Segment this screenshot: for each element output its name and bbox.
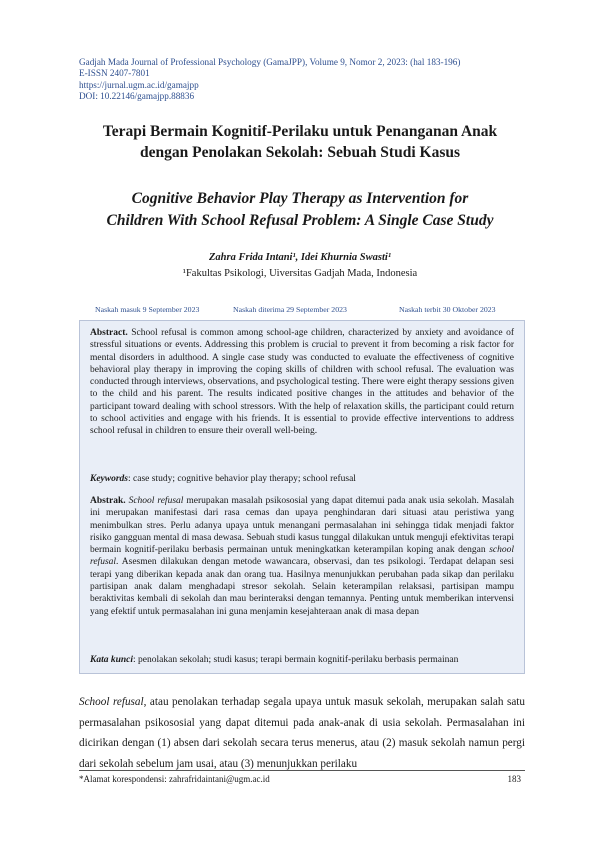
abstract-indonesian-text-1: merupakan masalah psikososial yang dapat ditemui pada anak usia sekolah. Masalah ini merupakan manifestasi dari rasa cemas dan upaya penghindaran dari situasi atau peristiwa yang menimbulkan stres. Perlu adanya upaya untuk menangani permasalahan ini sehingga tidak menjadi faktor risiko gangguan mental di masa dewasa. Sebuah studi kasus tunggal dilakukan untuk menguji efektivitas terapi bermain kognitif-perilaku berbasis permainan untuk meningkatkan keterampilan koping anak dengan — [90, 496, 514, 556]
journal-doi[interactable]: DOI: 10.22146/gamajpp.88836 — [79, 91, 195, 102]
date-published: Naskah terbit 30 Oktober 2023 — [399, 305, 496, 314]
abstract-english — [90, 327, 514, 438]
date-received: Naskah masuk 9 September 2023 — [95, 305, 200, 314]
title-indonesian-line2: dengan Penolakan Sekolah: Sebuah Studi Kasus — [139, 144, 461, 161]
keywords — [90, 473, 514, 485]
keywords-label: Keywords — [90, 474, 128, 484]
kata-kunci-label: Kata kunci — [90, 655, 134, 665]
authors: Zahra Frida Intani¹, Idei Khurnia Swasti¹ — [209, 252, 391, 263]
abstract-indonesian-term: School refusal — [128, 496, 184, 506]
body-text: , atau penolakan terhadap segala upaya untuk masuk sekolah, merupakan salah satu permasalahan psikososial yang dapat ditemui pada anak-anak di usia sekolah. Permasalahan ini dicirikan dengan (1) absen dari sekolah secara terus menerus, atau (2) masuk sekolah namun pergi dari sekolah sebelum jam usai, atau (3) menunjukkan perilaku — [79, 696, 525, 770]
title-indonesian — [40, 121, 560, 163]
title-english-line1: Cognitive Behavior Play Therapy as Intervention for — [131, 190, 469, 207]
title-indonesian-line1: Terapi Bermain Kognitif-Perilaku untuk Penanganan Anak — [102, 123, 498, 140]
abstract-english-text: School refusal is common among school-age children, characterized by anxiety and avoidance of stressful situations or events. Addressing this problem is crucial to prevent it from becoming a risk factor for mental disorders in adulthood. A single case study was conducted to evaluate the effectiveness of cognitive behavioral play therapy in improving the coping skills of children with school refusal. The evaluation was conducted through interviews, observations, and psychological testing. There were eight therapy sessions given to the child and his parent. The results indicated positive changes in the attitudes and behavior of the participant toward dealing with school stressors. With the help of relaxation skills, the participant could return to school activities and engage with his friends. It is essential to provide effective interventions to address school refusal in children to ensure their overall well-being. — [90, 328, 514, 437]
abstract-indonesian-text-2: . Asesmen dilakukan dengan metode wawancara, observasi, dan tes psikologi. Terdapat delapan sesi terapi yang diberikan kepada anak dan orang tua. Hasilnya menunjukkan perubahan pada sikap dan perilaku partisipan anak dalam menghadapi stresor sekolah. Selain keterampilan relaksasi, partisipan mampu beraktivitas kembali di sekolah dan mau berinteraksi dengan temannya. Penting untuk memberikan intervensi yang efektif untuk permasalahan ini guna menjamin kesejahteraan anak di masa depan — [90, 557, 514, 617]
journal-citation: Gadjah Mada Journal of Professional Psychology (GamaJPP), Volume 9, Nomor 2, 2023: (hal 183-196) — [79, 57, 461, 67]
footer-divider — [79, 770, 525, 771]
kata-kunci-text: : penolakan sekolah; studi kasus; terapi bermain kognitif-perilaku berbasis permainan — [133, 655, 459, 665]
date-accepted: Naskah diterima 29 September 2023 — [233, 305, 347, 314]
kata-kunci — [90, 654, 514, 666]
abstract-indonesian-term-2: school refusal — [90, 545, 514, 568]
page-number: 183 — [507, 774, 521, 784]
abstract-indonesian — [90, 495, 514, 618]
keywords-text: : case study; cognitive behavior play therapy; school refusal — [128, 474, 356, 484]
body-paragraph — [79, 692, 525, 774]
body-term: School refusal — [79, 696, 144, 708]
journal-issn: E-ISSN 2407-7801 — [79, 68, 150, 79]
correspondence-footnote: *Alamat korespondensi: zahrafridaintani@ugm.ac.id — [79, 774, 270, 784]
journal-url[interactable]: https://jurnal.ugm.ac.id/gamajpp — [79, 79, 199, 90]
affiliation: ¹Fakultas Psikologi, Uiversitas Gadjah Mada, Indonesia — [182, 268, 418, 279]
title-english — [40, 188, 560, 232]
journal-header — [79, 57, 529, 103]
abstract-indonesian-label: Abstrak. — [90, 496, 126, 506]
abstract-english-label: Abstract. — [90, 328, 128, 338]
title-english-line2: Children With School Refusal Problem: A Single Case Study — [106, 212, 494, 229]
